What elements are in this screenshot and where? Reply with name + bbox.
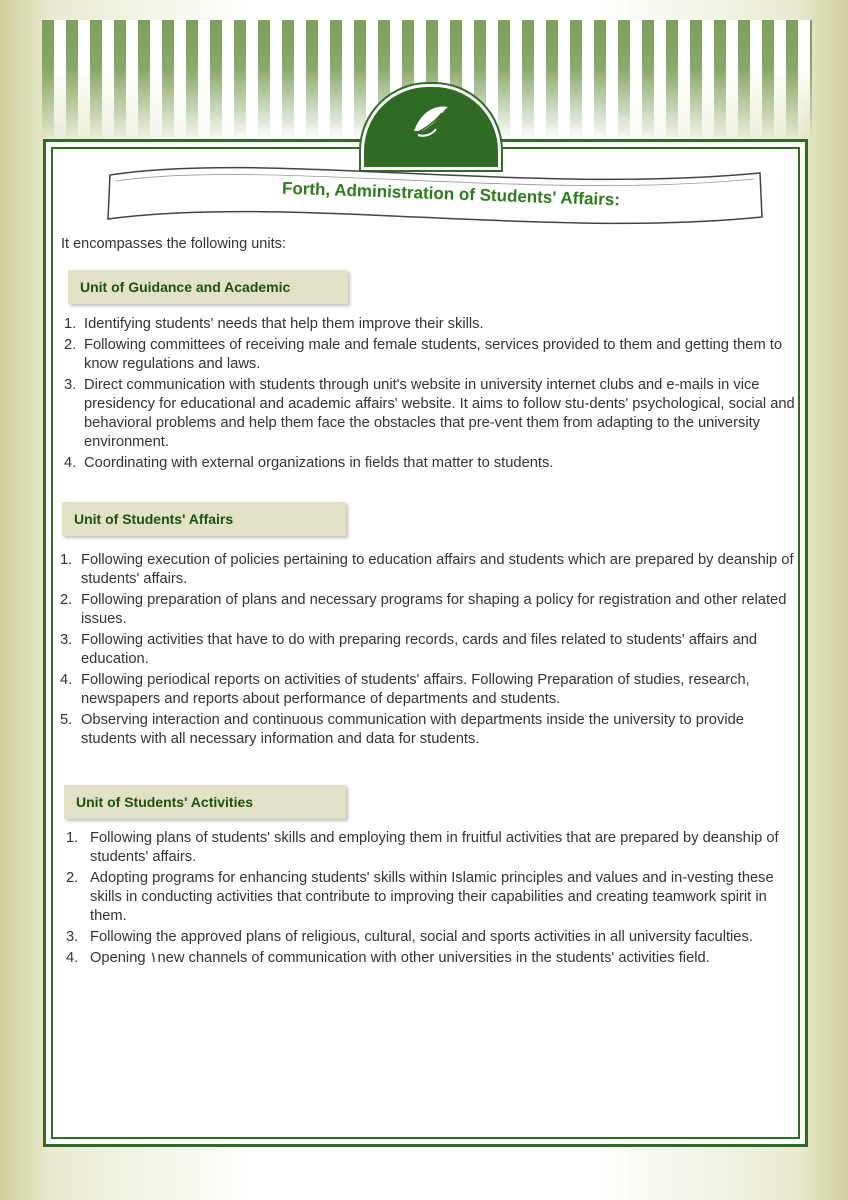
list-item: 2. Following preparation of plans and necessary programs for shaping a policy for registration and other related issues.: [60, 592, 787, 627]
list-item: 5. Observing interaction and continuous communication with departments inside the university to provide students with all necessary information and data for students.: [60, 712, 744, 747]
list-item: 4. Coordinating with external organizations in fields that matter to students.: [64, 455, 554, 471]
affairs-list: [60, 551, 800, 751]
intro-text: It encompasses the following units:: [61, 236, 286, 252]
guidance-list: [64, 315, 799, 475]
list-item: 1. Following execution of policies pertaining to education affairs and students which are prepared by deanship of students' affairs.: [60, 552, 794, 587]
leaf-icon: [408, 101, 452, 141]
list-item: 3. Direct communication with students through unit's website in university internet clubs and e-mails in vice presidency for educational and academic affairs' website. It aims to follow stu-dents' psychological, social and behavioral problems and help them face the obstacles that pre-vent them from adapting to the university environment.: [64, 377, 795, 450]
unit-label-guidance: Unit of Guidance and Academic: [68, 270, 348, 304]
page-title: Forth, Administration of Students' Affairs:: [281, 178, 621, 210]
activities-list: [66, 829, 800, 970]
list-item: 1. Following plans of students' skills and employing them in fruitful activities that are prepared by deanship of students' affairs.: [66, 830, 779, 865]
list-item: 3. Following the approved plans of religious, cultural, social and sports activities in all university faculties.: [66, 929, 753, 945]
list-item: 4. Following periodical reports on activities of students' affairs. Following Preparation of studies, research, newspapers and reports about performance of departments and students.: [60, 672, 750, 707]
unit-label-activities: Unit of Students' Activities: [64, 785, 346, 819]
section-title-banner: [106, 155, 766, 233]
list-item: 1. Identifying students' needs that help them improve their skills.: [64, 316, 484, 332]
list-item: 3. Following activities that have to do with preparing records, cards and files related to students' affairs and education.: [60, 632, 758, 667]
list-item: 4. Opening ١new channels of communication with other universities in the students' activities field.: [66, 950, 710, 966]
list-item: 2. Adopting programs for enhancing students' skills within Islamic principles and values and in-vesting these skills in conducting activities that contribute to improving their capabilities and creating teamwork spirit in them.: [66, 870, 774, 924]
unit-label-affairs: Unit of Students' Affairs: [62, 502, 346, 536]
list-item: 2. Following committees of receiving male and female students, services provided to them and getting them to know regulations and laws.: [64, 337, 783, 372]
